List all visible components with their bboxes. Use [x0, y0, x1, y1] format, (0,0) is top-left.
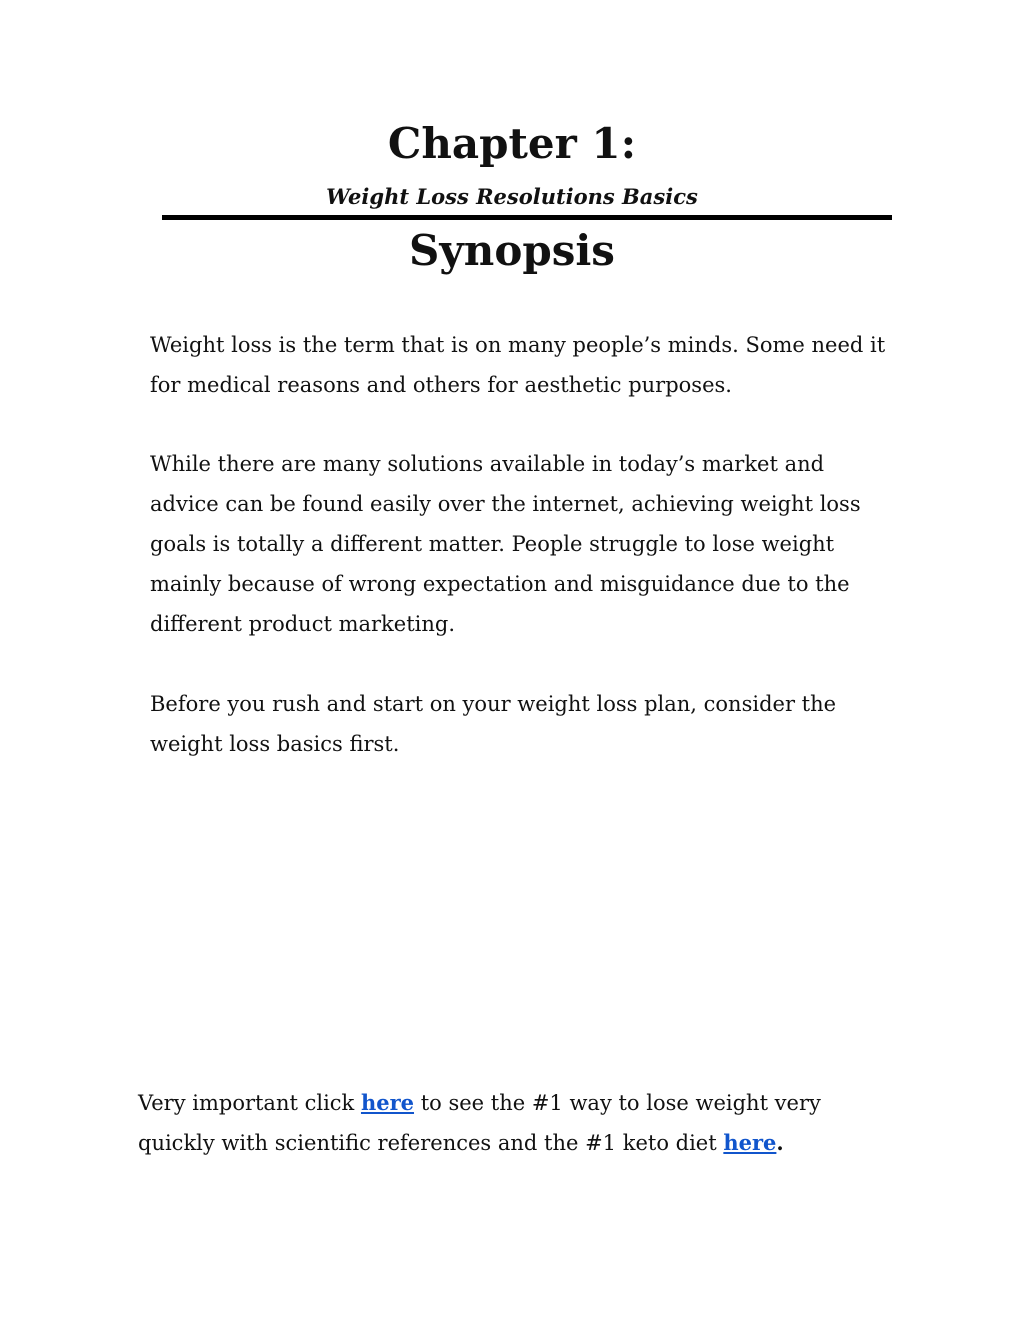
- synopsis-paragraph-1: Weight loss is the term that is on many people’s minds. Some need it for medical reasons and others for aesthetic purposes.: [150, 333, 886, 397]
- cta-text-between-links: to see the #1 way to lose weight very quickly with scientific references and the #1 keto diet: [138, 1091, 821, 1155]
- synopsis-paragraph-3: Before you rush and start on your weight loss plan, consider the weight loss basics first.: [150, 692, 837, 756]
- synopsis-paragraph-2: While there are many solutions available in today’s market and advice can be found easily over the internet, achieving weight loss goals is totally a different matter. People struggle to lose weight mainly because of wrong expectation and misguidance due to the different product marketing.: [150, 452, 861, 636]
- title-divider: [162, 215, 892, 220]
- cta-text-before-link: Very important click: [138, 1091, 361, 1115]
- call-to-action-paragraph: [138, 1083, 858, 1163]
- synopsis-heading: Synopsis: [409, 226, 615, 275]
- cta-text-end: .: [776, 1130, 784, 1155]
- chapter-title: Chapter 1:: [387, 119, 637, 168]
- weight-loss-here-link[interactable]: here: [360, 1090, 415, 1115]
- chapter-subtitle: Weight Loss Resolutions Basics: [326, 184, 698, 209]
- keto-diet-here-link[interactable]: here: [723, 1130, 777, 1155]
